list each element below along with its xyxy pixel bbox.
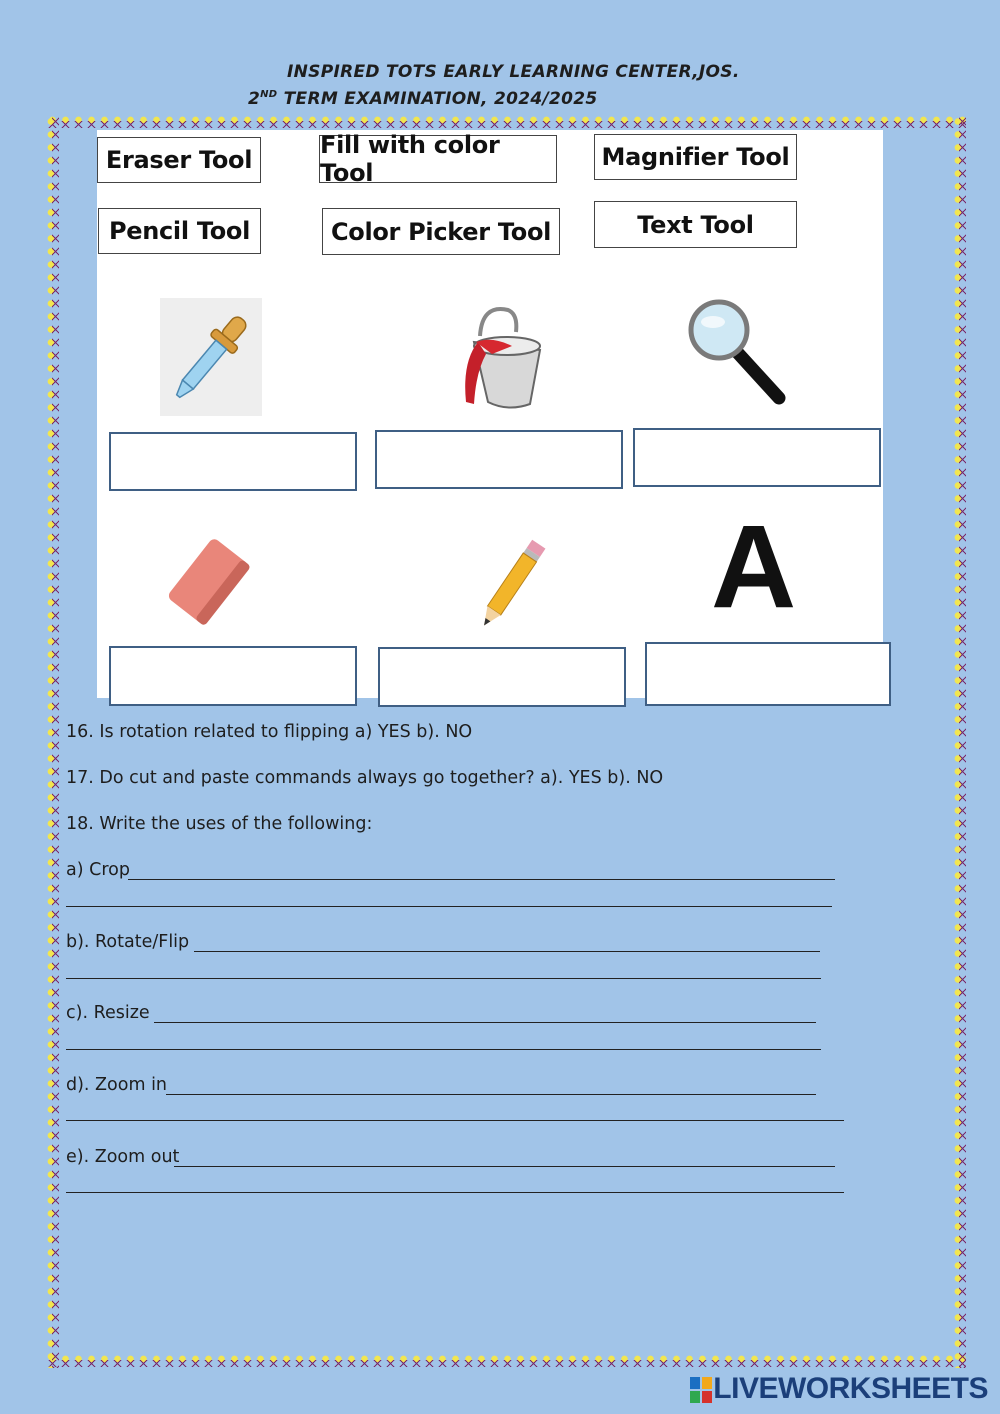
label-fill-tool[interactable]: Fill with color Tool xyxy=(319,135,557,183)
border-top xyxy=(46,115,966,129)
eraser-icon xyxy=(162,528,257,638)
item-crop: a) Crop xyxy=(66,860,130,880)
rotate-line-1[interactable] xyxy=(194,931,820,952)
magnifier-icon xyxy=(687,298,787,406)
letter-a-icon: A xyxy=(711,501,797,633)
border-left xyxy=(46,115,60,1368)
answer-box-4[interactable] xyxy=(109,646,357,706)
tools-panel xyxy=(97,130,883,698)
watermark: LIVEWORKSHEETS xyxy=(713,1372,988,1405)
term-number: 2 xyxy=(248,89,261,109)
answer-box-5[interactable] xyxy=(378,647,626,707)
border-right xyxy=(953,115,967,1368)
liveworksheets-logo-icon xyxy=(690,1377,712,1403)
zoom-in-line-2[interactable] xyxy=(66,1102,844,1121)
label-color-picker-tool[interactable]: Color Picker Tool xyxy=(322,208,560,255)
answer-box-2[interactable] xyxy=(375,430,623,489)
item-zoom-out: e). Zoom out xyxy=(66,1147,180,1167)
answer-box-1[interactable] xyxy=(109,432,357,491)
resize-line-2[interactable] xyxy=(66,1031,821,1050)
pencil-icon xyxy=(467,532,557,637)
question-16: 16. Is rotation related to flipping a) YES b). NO xyxy=(66,722,473,742)
answer-box-3[interactable] xyxy=(633,428,881,487)
item-rotate-flip: b). Rotate/Flip xyxy=(66,932,190,952)
term-suffix: ND xyxy=(260,89,278,100)
resize-line-1[interactable] xyxy=(154,1002,816,1023)
label-pencil-tool[interactable]: Pencil Tool xyxy=(98,208,261,254)
answer-box-6[interactable] xyxy=(645,642,891,706)
rotate-line-2[interactable] xyxy=(66,960,821,979)
label-text-tool[interactable]: Text Tool xyxy=(594,201,797,248)
crop-line-2[interactable] xyxy=(66,888,832,907)
zoom-in-line-1[interactable] xyxy=(166,1074,816,1095)
question-18: 18. Write the uses of the following: xyxy=(66,814,373,834)
exam-title xyxy=(248,89,1000,109)
border-bottom xyxy=(46,1354,966,1368)
paint-bucket-icon xyxy=(452,302,548,412)
school-name: INSPIRED TOTS EARLY LEARNING CENTER,JOS. xyxy=(287,62,740,82)
crop-line-1[interactable] xyxy=(128,859,835,880)
zoom-out-line-1[interactable] xyxy=(174,1146,835,1167)
label-magnifier-tool[interactable]: Magnifier Tool xyxy=(594,134,797,180)
zoom-out-line-2[interactable] xyxy=(66,1174,844,1193)
item-resize: c). Resize xyxy=(66,1003,150,1023)
label-eraser-tool[interactable]: Eraser Tool xyxy=(97,137,261,183)
item-zoom-in: d). Zoom in xyxy=(66,1075,168,1095)
eyedropper-icon xyxy=(160,298,262,416)
question-17: 17. Do cut and paste commands always go together? a). YES b). NO xyxy=(66,768,664,788)
term-rest: TERM EXAMINATION, 2024/2025 xyxy=(277,89,598,109)
